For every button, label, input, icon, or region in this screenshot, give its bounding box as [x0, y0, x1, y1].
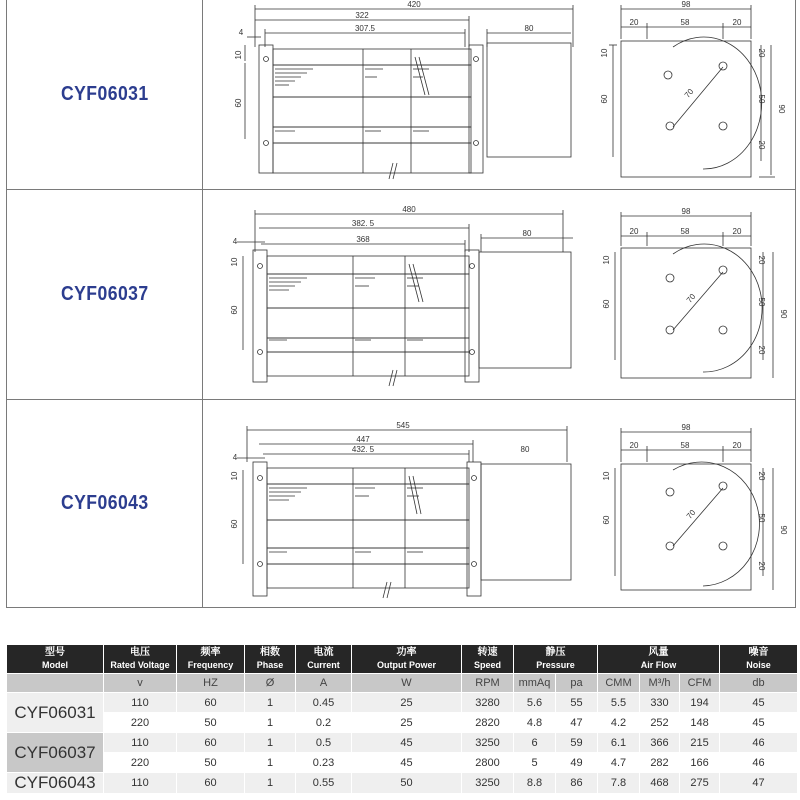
dim-left-small: 4	[238, 28, 244, 37]
cell: 4.2	[598, 713, 640, 733]
end-dim-center: 58	[680, 227, 690, 236]
end-dim-r20b: 20	[757, 345, 766, 355]
unit-cell: pa	[556, 674, 598, 693]
end-dim-right: 20	[732, 441, 742, 450]
dim-height-small: 10	[234, 50, 243, 60]
cell: 1	[245, 693, 296, 713]
dim-overall: 420	[407, 0, 421, 9]
cell: 1	[245, 773, 296, 794]
model-cell: CYF06043	[7, 773, 104, 794]
header-model: 型号 Model	[7, 645, 104, 674]
end-dim-height: 60	[602, 515, 611, 525]
end-dim-center: 58	[680, 18, 690, 27]
cell: 220	[104, 753, 177, 773]
end-dim-right: 20	[732, 227, 742, 236]
side-view-drawing	[203, 190, 795, 401]
drawing-row-2	[6, 189, 796, 400]
dim-motor: 80	[520, 445, 530, 454]
end-dim-r20a: 20	[757, 48, 766, 58]
end-dim-r50: 50	[757, 513, 766, 523]
header-noise: 噪音 Noise	[720, 645, 798, 674]
cell: 60	[177, 733, 245, 753]
dim-height-small: 10	[230, 257, 239, 267]
unit-cell: W	[352, 674, 462, 693]
cell: 55	[556, 693, 598, 713]
model-cell: CYF06037	[7, 733, 104, 773]
header-row	[7, 645, 798, 674]
cell: 46	[720, 753, 798, 773]
cell: 2800	[462, 753, 514, 773]
end-dim-width: 98	[681, 0, 691, 9]
end-dim-diag: 70	[684, 292, 698, 305]
cell: 110	[104, 733, 177, 753]
end-dim-r20b: 20	[757, 140, 766, 150]
dim-overall: 545	[396, 421, 410, 430]
cell: 282	[640, 753, 680, 773]
spec-table	[6, 644, 798, 794]
unit-cell: RPM	[462, 674, 514, 693]
end-dim-height: 60	[600, 94, 609, 104]
model-label-text: CYF06031	[60, 82, 149, 105]
drawing-area	[203, 190, 795, 399]
header-airflow: 风量 Air Flow	[598, 645, 720, 674]
cell: 2820	[462, 713, 514, 733]
dim-inner: 432. 5	[351, 445, 375, 454]
cell: 60	[177, 693, 245, 713]
dim-motor: 80	[524, 24, 534, 33]
cell: 50	[177, 713, 245, 733]
end-dim-top: 10	[602, 255, 611, 265]
cell: 47	[556, 713, 598, 733]
cell: 45	[720, 713, 798, 733]
cell: 8.8	[514, 773, 556, 794]
cell: 59	[556, 733, 598, 753]
dim-mid: 322	[355, 11, 369, 20]
dim-motor: 80	[522, 229, 532, 238]
cell: 0.55	[296, 773, 352, 794]
header-current: 电流 Current	[296, 645, 352, 674]
drawing-area	[203, 400, 795, 607]
cell: 275	[680, 773, 720, 794]
cell: 5.5	[598, 693, 640, 713]
unit-cell: HZ	[177, 674, 245, 693]
table-row	[7, 713, 798, 733]
model-cell: CYF06031	[7, 693, 104, 733]
dim-height: 60	[230, 519, 239, 529]
cell: 4.7	[598, 753, 640, 773]
cell: 6.1	[598, 733, 640, 753]
cell: 50	[177, 753, 245, 773]
header-voltage: 电压 Rated Voltage	[104, 645, 177, 674]
end-dim-h90: 90	[779, 525, 788, 535]
unit-cell: M³/h	[640, 674, 680, 693]
header-phase: 相数 Phase	[245, 645, 296, 674]
end-dim-r50: 50	[757, 297, 766, 307]
cell: 220	[104, 713, 177, 733]
cell: 45	[720, 693, 798, 713]
table-row	[7, 693, 798, 713]
cell: 25	[352, 693, 462, 713]
cell: 110	[104, 773, 177, 794]
cell: 45	[352, 753, 462, 773]
cell: 215	[680, 733, 720, 753]
dim-left-small: 4	[232, 453, 238, 462]
end-dim-center: 58	[680, 441, 690, 450]
unit-cell: A	[296, 674, 352, 693]
dim-overall: 480	[402, 205, 416, 214]
unit-cell: CFM	[680, 674, 720, 693]
cell: 50	[352, 773, 462, 794]
end-dim-width: 98	[681, 423, 691, 432]
cell: 1	[245, 733, 296, 753]
end-dim-r50: 50	[757, 94, 766, 104]
unit-cell: v	[104, 674, 177, 693]
unit-cell: Ø	[245, 674, 296, 693]
table-row	[7, 773, 798, 794]
unit-cell: CMM	[598, 674, 640, 693]
header-pressure: 静压 Pressure	[514, 645, 598, 674]
cell: 110	[104, 693, 177, 713]
drawing-row-3	[6, 399, 796, 608]
unit-blank	[7, 674, 104, 693]
cell: 3250	[462, 773, 514, 794]
cell: 0.2	[296, 713, 352, 733]
dim-inner: 307.5	[354, 24, 376, 33]
end-dim-top: 10	[600, 48, 609, 58]
end-dim-left: 20	[629, 18, 639, 27]
cell: 45	[352, 733, 462, 753]
end-dim-r20a: 20	[757, 471, 766, 481]
cell: 1	[245, 713, 296, 733]
cell: 25	[352, 713, 462, 733]
cell: 166	[680, 753, 720, 773]
cell: 330	[640, 693, 680, 713]
unit-cell: db	[720, 674, 798, 693]
cell: 148	[680, 713, 720, 733]
dim-inner: 368	[356, 235, 370, 244]
model-label	[7, 0, 203, 189]
cell: 3250	[462, 733, 514, 753]
end-dim-width: 98	[681, 207, 691, 216]
cell: 0.45	[296, 693, 352, 713]
drawing-area	[203, 0, 795, 189]
unit-cell: mmAq	[514, 674, 556, 693]
cell: 49	[556, 753, 598, 773]
cell: 3280	[462, 693, 514, 713]
end-dim-height: 60	[602, 299, 611, 309]
cell: 194	[680, 693, 720, 713]
dim-height: 60	[234, 98, 243, 108]
cell: 5.6	[514, 693, 556, 713]
cell: 47	[720, 773, 798, 794]
drawing-grid	[6, 0, 796, 608]
cell: 5	[514, 753, 556, 773]
table-row	[7, 753, 798, 773]
cell: 0.5	[296, 733, 352, 753]
header-speed: 转速 Speed	[462, 645, 514, 674]
cell: 46	[720, 733, 798, 753]
cell: 252	[640, 713, 680, 733]
end-dim-h90: 90	[779, 309, 788, 319]
drawing-row-1	[6, 0, 796, 190]
dim-height: 60	[230, 305, 239, 315]
end-dim-top: 10	[602, 471, 611, 481]
cell: 7.8	[598, 773, 640, 794]
cell: 60	[177, 773, 245, 794]
end-dim-left: 20	[629, 227, 639, 236]
dim-left-small: 4	[232, 237, 238, 246]
end-dim-diag: 70	[684, 508, 698, 521]
model-label	[7, 400, 203, 607]
table-row	[7, 733, 798, 753]
header-frequency: 频率 Frequency	[177, 645, 245, 674]
side-view-drawing	[203, 400, 795, 609]
cell: 6	[514, 733, 556, 753]
cell: 0.23	[296, 753, 352, 773]
header-power: 功率 Output Power	[352, 645, 462, 674]
cell: 4.8	[514, 713, 556, 733]
end-dim-left: 20	[629, 441, 639, 450]
model-label-text: CYF06043	[60, 492, 149, 514]
end-dim-r20b: 20	[757, 561, 766, 571]
end-dim-right: 20	[732, 18, 742, 27]
end-dim-h90: 90	[777, 104, 786, 114]
cell: 1	[245, 753, 296, 773]
units-row	[7, 674, 798, 693]
cell: 86	[556, 773, 598, 794]
end-dim-r20a: 20	[757, 255, 766, 265]
end-dim-diag: 70	[682, 87, 696, 100]
cell: 366	[640, 733, 680, 753]
dim-height-small: 10	[230, 471, 239, 481]
model-label-text: CYF06037	[60, 283, 149, 305]
side-view-drawing	[203, 0, 795, 191]
dim-mid: 447	[356, 435, 370, 444]
dim-mid: 382. 5	[351, 219, 375, 228]
cell: 468	[640, 773, 680, 794]
model-label	[7, 190, 203, 399]
